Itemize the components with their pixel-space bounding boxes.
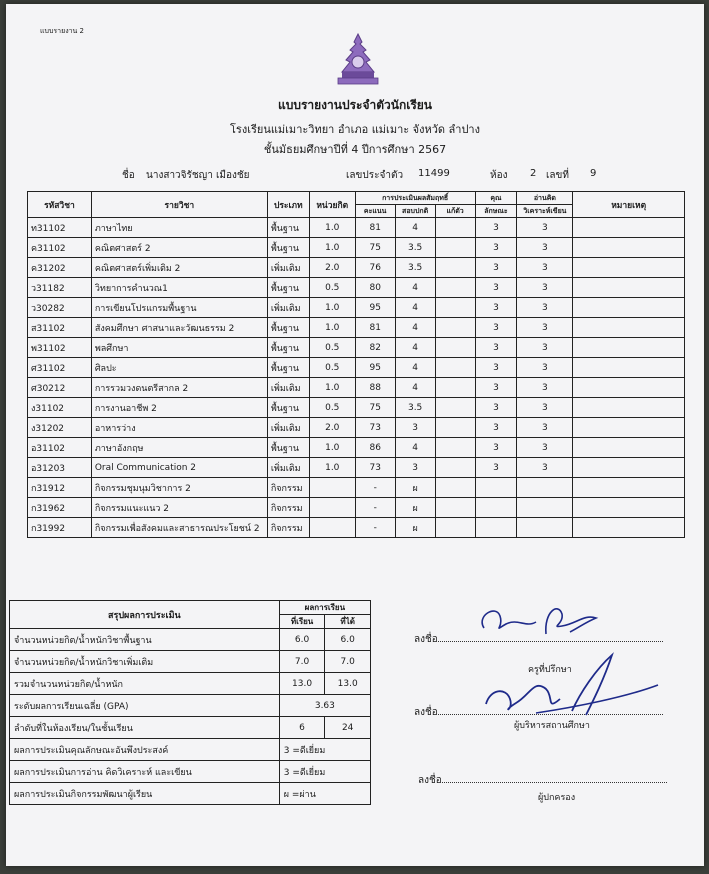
cell-code: ว31182 (28, 278, 92, 298)
cell-read: 3 (517, 378, 573, 398)
cell-note (573, 498, 685, 518)
summary-label: ลำดับที่ในห้องเรียน/ในชั้นเรียน (10, 717, 280, 739)
cell-type: กิจกรรม (267, 498, 309, 518)
table-row (28, 278, 685, 298)
cell-credit (309, 498, 355, 518)
cell-subject: การเขียนโปรแกรมพื้นฐาน (91, 298, 267, 318)
seat-number: 9 (590, 168, 597, 179)
cell-remedial (435, 218, 475, 238)
cell-type: พื้นฐาน (267, 318, 309, 338)
table-row (28, 358, 685, 378)
table-row (28, 438, 685, 458)
col-subject: รายวิชา (91, 192, 267, 218)
col-eval-group: การประเมินผลสัมฤทธิ์ (355, 192, 475, 205)
cell-type: เพิ่มเติม (267, 258, 309, 278)
cell-credit: 0.5 (309, 398, 355, 418)
cell-remedial (435, 378, 475, 398)
cell-char: 3 (475, 438, 517, 458)
col-remedial: แก้ตัว (435, 205, 475, 218)
cell-credit: 0.5 (309, 338, 355, 358)
cell-score: 81 (355, 318, 395, 338)
table-row (28, 378, 685, 398)
room-label: ห้อง (490, 170, 508, 181)
summary-row-extra (10, 651, 371, 673)
table-row (28, 478, 685, 498)
rank-grade-value: 24 (325, 717, 371, 739)
cell-type: พื้นฐาน (267, 238, 309, 258)
cell-subject: ภาษาอังกฤษ (91, 438, 267, 458)
cell-type: พื้นฐาน (267, 278, 309, 298)
cell-read: 3 (517, 338, 573, 358)
col-credit: หน่วยกิต (309, 192, 355, 218)
cell-type: พื้นฐาน (267, 358, 309, 378)
cell-code: ง31102 (28, 398, 92, 418)
advisor-signature-icon (466, 598, 616, 648)
cell-char: 3 (475, 278, 517, 298)
cell-subject: ศิลปะ (91, 358, 267, 378)
cell-score: - (355, 478, 395, 498)
cell-code: ค31202 (28, 258, 92, 278)
col-char-1: คุณ (475, 192, 517, 205)
cell-score: 88 (355, 378, 395, 398)
cell-type: เพิ่มเติม (267, 458, 309, 478)
cell-note (573, 238, 685, 258)
cell-code: ศ30212 (28, 378, 92, 398)
cell-remedial (435, 418, 475, 438)
cell-char (475, 518, 517, 538)
cell-grade: ผ (395, 518, 435, 538)
cell-note (573, 458, 685, 478)
cell-read (517, 478, 573, 498)
cell-subject: คณิตศาสตร์เพิ่มเติม 2 (91, 258, 267, 278)
cell-type: เพิ่มเติม (267, 298, 309, 318)
cell-score: 73 (355, 418, 395, 438)
school-line: โรงเรียนแม่เมาะวิทยา อำเภอ แม่เมาะ จังหวัด ลำปาง (230, 123, 480, 136)
director-role: ผู้บริหารสถานศึกษา (514, 721, 590, 731)
form-code: แบบรายงาน 2 (40, 27, 85, 35)
summary-value: 13.0 (325, 673, 371, 695)
summary-label: รวมจำนวนหน่วยกิต/น้ำหนัก (10, 673, 280, 695)
cell-remedial (435, 338, 475, 358)
cell-score: 81 (355, 218, 395, 238)
cell-subject: พลศึกษา (91, 338, 267, 358)
cell-grade: 4 (395, 278, 435, 298)
summary-label: ผลการประเมินคุณลักษณะอันพึงประสงค์ (10, 739, 280, 761)
col-char-2: ลักษณะ (475, 205, 517, 218)
cell-remedial (435, 438, 475, 458)
cell-read: 3 (517, 438, 573, 458)
cell-credit (309, 518, 355, 538)
cell-remedial (435, 318, 475, 338)
cell-credit: 0.5 (309, 278, 355, 298)
col-score: คะแนน (355, 205, 395, 218)
summary-row-gpa (10, 695, 371, 717)
cell-grade: 4 (395, 338, 435, 358)
cell-grade: 4 (395, 318, 435, 338)
rank-room-value: 6 (279, 717, 325, 739)
cell-code: ก31912 (28, 478, 92, 498)
cell-read: 3 (517, 418, 573, 438)
col-code: รหัสวิชา (28, 192, 92, 218)
cell-score: 80 (355, 278, 395, 298)
cell-read (517, 498, 573, 518)
table-row (28, 418, 685, 438)
name-label: ชื่อ (122, 170, 135, 181)
cell-code: อ31102 (28, 438, 92, 458)
cell-note (573, 298, 685, 318)
cell-grade: 3.5 (395, 258, 435, 278)
cell-subject: กิจกรรมแนะแนว 2 (91, 498, 267, 518)
cell-note (573, 398, 685, 418)
cell-subject: วิทยาการคำนวณ1 (91, 278, 267, 298)
cell-code: ก31962 (28, 498, 92, 518)
cell-code: ง31202 (28, 418, 92, 438)
cell-remedial (435, 458, 475, 478)
cell-score: 76 (355, 258, 395, 278)
summary-title: สรุปผลการประเมิน (10, 601, 280, 629)
cell-note (573, 518, 685, 538)
summary-table (9, 600, 371, 805)
student-id: 11499 (418, 168, 450, 179)
cell-char: 3 (475, 258, 517, 278)
parent-role: ผู้ปกครอง (538, 793, 576, 803)
col-type: ประเภท (267, 192, 309, 218)
summary-col-enrolled: ที่เรียน (279, 615, 325, 629)
cell-grade: 3.5 (395, 398, 435, 418)
cell-char: 3 (475, 418, 517, 438)
cell-subject: Oral Communication 2 (91, 458, 267, 478)
cell-remedial (435, 518, 475, 538)
summary-result: 3 =ดีเยี่ยม (279, 739, 370, 761)
summary-row-basic (10, 629, 371, 651)
grades-table-body (28, 218, 685, 538)
cell-char (475, 498, 517, 518)
room-number: 2 (530, 168, 537, 179)
table-row (28, 298, 685, 318)
col-note: หมายเหตุ (573, 192, 685, 218)
cell-note (573, 258, 685, 278)
cell-credit: 1.0 (309, 238, 355, 258)
cell-char (475, 478, 517, 498)
cell-credit (309, 478, 355, 498)
cell-credit: 0.5 (309, 358, 355, 378)
cell-read: 3 (517, 218, 573, 238)
cell-type: กิจกรรม (267, 478, 309, 498)
summary-row-rank (10, 717, 371, 739)
cell-char: 3 (475, 298, 517, 318)
cell-read: 3 (517, 358, 573, 378)
cell-score: 82 (355, 338, 395, 358)
cell-credit: 1.0 (309, 378, 355, 398)
cell-score: - (355, 518, 395, 538)
summary-row-activity (10, 783, 371, 805)
summary-label: ผลการประเมินกิจกรรมพัฒนาผู้เรียน (10, 783, 280, 805)
table-row (28, 318, 685, 338)
summary-label: ระดับผลการเรียนเฉลี่ย (GPA) (10, 695, 280, 717)
cell-grade: 3 (395, 418, 435, 438)
summary-value: 7.0 (279, 651, 325, 673)
cell-type: เพิ่มเติม (267, 418, 309, 438)
cell-code: ส31102 (28, 318, 92, 338)
cell-type: เพิ่มเติม (267, 378, 309, 398)
summary-row-total (10, 673, 371, 695)
summary-label: ผลการประเมินการอ่าน คิดวิเคราะห์ และเขียน (10, 761, 280, 783)
cell-code: พ31102 (28, 338, 92, 358)
cell-subject: ภาษาไทย (91, 218, 267, 238)
cell-score: 73 (355, 458, 395, 478)
cell-char: 3 (475, 238, 517, 258)
cell-grade: 4 (395, 378, 435, 398)
cell-note (573, 358, 685, 378)
cell-score: 75 (355, 398, 395, 418)
cell-type: พื้นฐาน (267, 218, 309, 238)
table-row (28, 498, 685, 518)
cell-code: ศ31102 (28, 358, 92, 378)
cell-subject: กิจกรรมชุมนุมวิชาการ 2 (91, 478, 267, 498)
cell-grade: 4 (395, 298, 435, 318)
cell-read (517, 518, 573, 538)
cell-note (573, 478, 685, 498)
cell-code: ค31102 (28, 238, 92, 258)
summary-label: จำนวนหน่วยกิต/น้ำหนักวิชาพื้นฐาน (10, 629, 280, 651)
cell-score: - (355, 498, 395, 518)
cell-note (573, 378, 685, 398)
cell-code: ว30282 (28, 298, 92, 318)
summary-result: 3 =ดีเยี่ยม (279, 761, 370, 783)
cell-read: 3 (517, 318, 573, 338)
cell-remedial (435, 358, 475, 378)
cell-type: กิจกรรม (267, 518, 309, 538)
cell-read: 3 (517, 258, 573, 278)
cell-grade: ผ (395, 498, 435, 518)
cell-credit: 2.0 (309, 258, 355, 278)
cell-code: ท31102 (28, 218, 92, 238)
grade-line: ชั้นมัธยมศึกษาปีที่ 4 ปีการศึกษา 2567 (263, 143, 447, 156)
cell-type: พื้นฐาน (267, 438, 309, 458)
student-name: นางสาวจิรัชญา เมืองชัย (146, 170, 250, 181)
cell-note (573, 438, 685, 458)
cell-score: 75 (355, 238, 395, 258)
cell-code: ก31992 (28, 518, 92, 538)
cell-subject: สังคมศึกษา ศาสนาและวัฒนธรรม 2 (91, 318, 267, 338)
cell-type: พื้นฐาน (267, 338, 309, 358)
cell-score: 95 (355, 298, 395, 318)
cell-remedial (435, 258, 475, 278)
cell-read: 3 (517, 278, 573, 298)
id-label: เลขประจำตัว (346, 170, 404, 181)
report-card-paper (6, 4, 704, 866)
cell-read: 3 (517, 238, 573, 258)
cell-remedial (435, 478, 475, 498)
cell-note (573, 318, 685, 338)
cell-remedial (435, 298, 475, 318)
cell-char: 3 (475, 338, 517, 358)
table-row (28, 338, 685, 358)
cell-char: 3 (475, 218, 517, 238)
cell-credit: 1.0 (309, 218, 355, 238)
gpa-value: 3.63 (279, 695, 370, 717)
summary-result-header: ผลการเรียน (279, 601, 370, 615)
col-read-1: อ่านคิด (517, 192, 573, 205)
summary-value: 6.0 (279, 629, 325, 651)
cell-remedial (435, 498, 475, 518)
cell-type: พื้นฐาน (267, 398, 309, 418)
advisor-role: ครูที่ปรึกษา (528, 665, 572, 675)
cell-read: 3 (517, 458, 573, 478)
table-row (28, 518, 685, 538)
cell-char: 3 (475, 398, 517, 418)
cell-remedial (435, 398, 475, 418)
cell-note (573, 338, 685, 358)
parent-signature-line (418, 772, 667, 788)
sign-label: ลงชื่อ (414, 707, 438, 718)
cell-credit: 1.0 (309, 458, 355, 478)
cell-credit: 1.0 (309, 298, 355, 318)
school-seal-icon (336, 32, 380, 88)
summary-row-character (10, 739, 371, 761)
sign-label: ลงชื่อ (414, 634, 438, 645)
cell-remedial (435, 238, 475, 258)
sign-label: ลงชื่อ (418, 775, 442, 786)
table-row (28, 218, 685, 238)
cell-note (573, 218, 685, 238)
cell-subject: กิจกรรมเพื่อสังคมและสาธารณประโยชน์ 2 (91, 518, 267, 538)
cell-char: 3 (475, 458, 517, 478)
cell-grade: 3.5 (395, 238, 435, 258)
summary-result: ผ =ผ่าน (279, 783, 370, 805)
grades-table (27, 191, 685, 538)
cell-grade: 3 (395, 458, 435, 478)
cell-credit: 1.0 (309, 438, 355, 458)
summary-col-earned: ที่ได้ (325, 615, 371, 629)
director-signature-icon (476, 649, 666, 724)
summary-label: จำนวนหน่วยกิต/น้ำหนักวิชาเพิ่มเติม (10, 651, 280, 673)
cell-note (573, 418, 685, 438)
cell-char: 3 (475, 318, 517, 338)
summary-row-reading (10, 761, 371, 783)
cell-grade: ผ (395, 478, 435, 498)
table-row (28, 458, 685, 478)
cell-credit: 2.0 (309, 418, 355, 438)
cell-char: 3 (475, 378, 517, 398)
cell-subject: การงานอาชีพ 2 (91, 398, 267, 418)
table-row (28, 258, 685, 278)
col-read-2: วิเคราะห์เขียน (517, 205, 573, 218)
cell-subject: การรวมวงดนตรีสากล 2 (91, 378, 267, 398)
cell-score: 95 (355, 358, 395, 378)
table-row (28, 238, 685, 258)
seat-label: เลขที่ (546, 170, 569, 181)
cell-grade: 4 (395, 358, 435, 378)
summary-value: 6.0 (325, 629, 371, 651)
cell-grade: 4 (395, 438, 435, 458)
cell-code: อ31203 (28, 458, 92, 478)
table-row (28, 398, 685, 418)
cell-remedial (435, 278, 475, 298)
cell-note (573, 278, 685, 298)
cell-subject: อาหารว่าง (91, 418, 267, 438)
cell-read: 3 (517, 398, 573, 418)
cell-score: 86 (355, 438, 395, 458)
cell-char: 3 (475, 358, 517, 378)
cell-read: 3 (517, 298, 573, 318)
cell-grade: 4 (395, 218, 435, 238)
summary-value: 13.0 (279, 673, 325, 695)
report-title: แบบรายงานประจำตัวนักเรียน (277, 98, 433, 112)
col-grade: สอบปกติ (395, 205, 435, 218)
cell-subject: คณิตศาสตร์ 2 (91, 238, 267, 258)
summary-value: 7.0 (325, 651, 371, 673)
cell-credit: 1.0 (309, 318, 355, 338)
